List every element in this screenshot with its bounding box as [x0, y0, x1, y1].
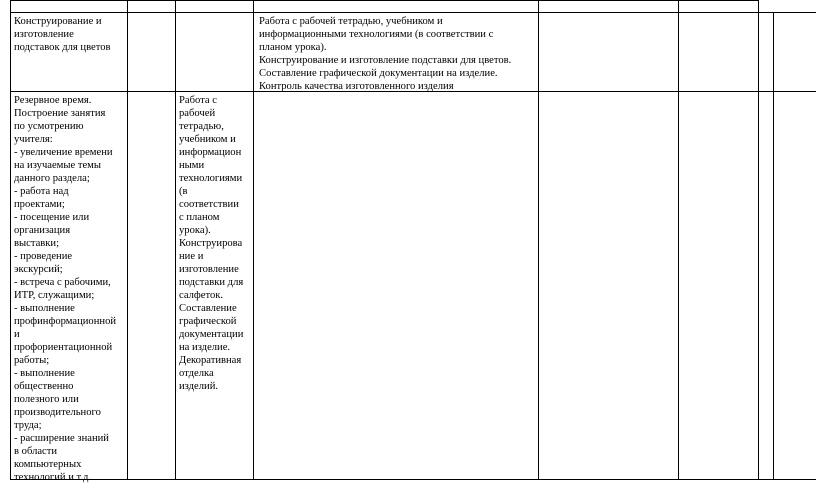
table-col-line-2 — [175, 0, 176, 480]
cell-row1-activities: Работа с рабочей тетрадью, учебником и информационными технологиями (в соответствии с планом урока). Конструирование и изготовление подставки для цветов. Составление графической документации на изделие. Контроль качества изготовленного изделия — [259, 16, 512, 92]
table-col-line-3 — [253, 0, 254, 480]
table-border-bottom — [10, 479, 816, 480]
table-rule-header — [10, 12, 816, 13]
table-col-line-6 — [758, 0, 759, 480]
cell-row2-activities: Работа с рабочей тетрадью, учебником и информацион ными технологиями (в соответствии с планом урока). Конструирова ние и изготовление подставки для салфеток. Составление графической документации на изделие. Декоративная отделка изделий. — [179, 95, 244, 392]
table-col-line-5 — [678, 0, 679, 480]
table-col-line-0 — [10, 0, 11, 480]
table-border-top — [10, 0, 758, 1]
cell-row1-topic: Конструирование и изготовление подставок для цветов — [14, 16, 111, 53]
cell-row2-reserve-time: Резервное время. Построение занятия по усмотрению учителя: - увеличение времени на изучаемые темы данного раздела; - работа над проектами; - посещение или организация выставки; - проведение экскурсий; - встреча с рабочими, ИТР, служащими; - выполнение профинформационной и профориентационной работы; - выполнение общественно полезного или производительного труда; - расширение знаний в области компьютерных технологий и т.д. — [14, 95, 117, 483]
table-col-line-4 — [538, 0, 539, 480]
table-col-line-7 — [773, 12, 774, 480]
table-col-line-1 — [127, 0, 128, 480]
